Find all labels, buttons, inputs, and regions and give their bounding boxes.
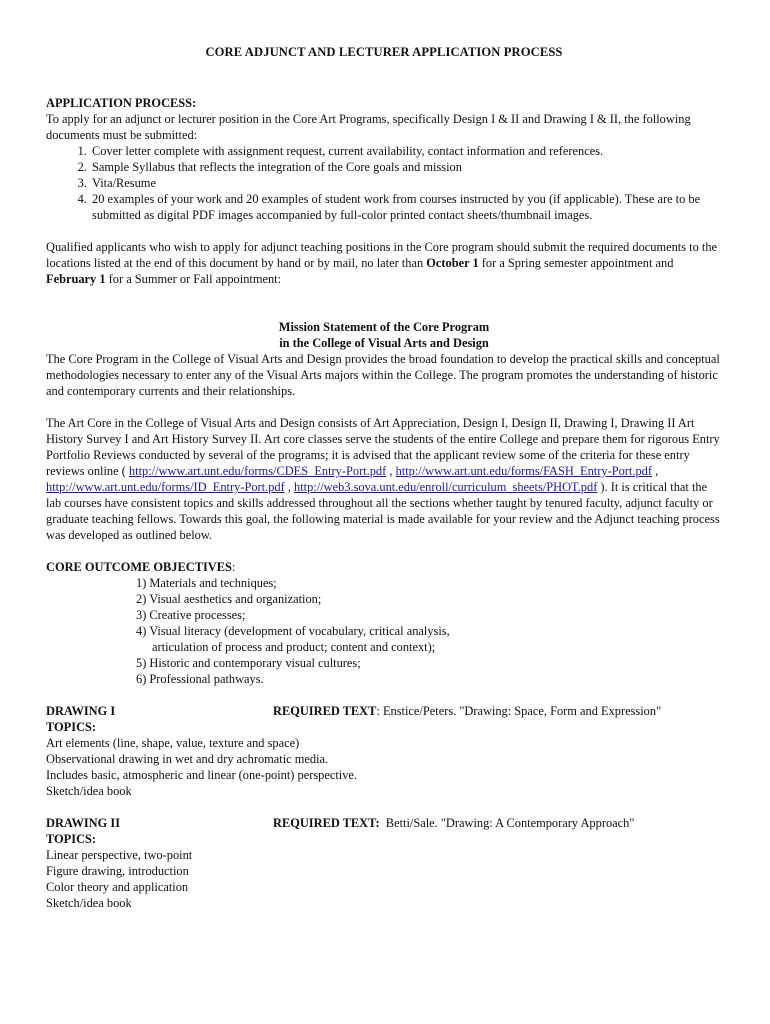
fash-link[interactable]: http://www.art.unt.edu/forms/FASH_Entry-Port.pdf — [395, 464, 652, 478]
application-intro: To apply for an adjunct or lecturer position in the Core Art Programs, specifically Design I & II and Drawing I & II, the following documents must be submitted: — [46, 112, 691, 142]
mission-paragraph-1: The Core Program in the College of Visual Arts and Design provides the broad foundation to develop the practical skills and conceptual methodologies necessary to enter any of the Visual Arts majors within the College. The program promotes the understanding of historic and contemporary currents and their relationships. — [46, 352, 720, 398]
list-item: Observational drawing in wet and dry achromatic media. — [46, 752, 329, 766]
phot-link[interactable]: http://web3.sova.unt.edu/enroll/curriculum_sheets/PHOT.pdf — [294, 480, 598, 494]
id-link[interactable]: http://www.art.unt.edu/forms/ID_Entry-Port.pdf — [46, 480, 285, 494]
cdes-link[interactable]: http://www.art.unt.edu/forms/CDES_Entry-Port.pdf — [128, 464, 387, 478]
deadline-paragraph: Qualified applicants who wish to apply for adjunct teaching positions in the Core program should submit the required documents to the locations listed at the end of this document by hand or by mail, no later than October 1 for a Spring semester appointment and February 1 for a Summer or Fall appointment: — [46, 240, 718, 286]
topics-list — [46, 735, 722, 799]
list-item: 5) Historic and contemporary visual cultures; — [136, 656, 361, 670]
list-item: 1. Cover letter complete with assignment request, current availability, contact information and references. — [90, 143, 722, 159]
topics-label: TOPICS: — [46, 832, 97, 846]
list-item: Includes basic, atmospheric and linear (one-point) perspective. — [46, 768, 358, 782]
list-item: Sketch/idea book — [46, 896, 132, 910]
list-item: 6) Professional pathways. — [136, 672, 264, 686]
topics-label: TOPICS: — [46, 720, 97, 734]
list-item: Figure drawing, introduction — [46, 864, 189, 878]
drawing-2-section — [46, 815, 722, 911]
list-item: articulation of process and product; content and context); — [152, 640, 436, 654]
list-item: 4. 20 examples of your work and 20 examples of student work from courses instructed by you (if applicable). These are to be submitted as digital PDF images accompanied by full-color printed contact sheets/thumbnail images. — [90, 191, 722, 223]
course-name: DRAWING I — [46, 704, 116, 718]
outcomes-list — [46, 575, 722, 687]
list-item: Art elements (line, shape, value, texture and space) — [46, 736, 300, 750]
required-documents-list — [46, 143, 722, 223]
mission-paragraph-2: The Art Core in the College of Visual Arts and Design consists of Art Appreciation, Design I, Design II, Drawing I, Drawing II Art History Survey I and Art History Survey II. Art core classes serve the students of the entire College and prepare them for rigorous Entry Portfolio Reviews conducted by several of the programs; it is advised that the applicant review some of the criteria for these entry reviews online ( http://www.art.unt.edu/forms/CDES_Entry-Port.pdf , http://www.art.unt.edu/forms/FASH_Entry-Port.pdf , http://www.art.unt.edu/forms/ID_Entry-Port.pdf , http://web3.sova.unt.edu/enroll/curriculum_sheets/PHOT.pdf ). It is critical that the lab courses have consistent topics and skills addressed throughout all the sections whether taught by tenured faculty, adjunct faculty or graduate teaching fellows. Towards this goal, the following material is made available for your review and the Adjunct teaching process was developed as outlined below. — [46, 416, 720, 542]
list-item: 3) Creative processes; — [136, 608, 246, 622]
document-page — [46, 44, 722, 911]
deadline-february: February 1 — [46, 272, 106, 286]
topics-list — [46, 847, 722, 911]
list-item: 3. Vita/Resume — [90, 175, 722, 191]
outcomes-heading: CORE OUTCOME OBJECTIVES: — [46, 560, 236, 574]
list-item: Color theory and application — [46, 880, 189, 894]
list-item: 2. Sample Syllabus that reflects the integration of the Core goals and mission — [90, 159, 722, 175]
course-name: DRAWING II — [46, 816, 121, 830]
mission-title-line1: Mission Statement of the Core Program — [278, 320, 490, 334]
list-item: Sketch/idea book — [46, 784, 132, 798]
mission-title-line2: in the College of Visual Arts and Design — [279, 336, 489, 350]
required-text: REQUIRED TEXT: Betti/Sale. "Drawing: A Contemporary Approach" — [273, 816, 635, 830]
deadline-october: October 1 — [426, 256, 479, 270]
list-item: 4) Visual literacy (development of vocabulary, critical analysis, — [136, 624, 450, 638]
drawing-1-section — [46, 703, 722, 799]
required-text: REQUIRED TEXT: Enstice/Peters. "Drawing: Space, Form and Expression" — [273, 704, 662, 718]
list-item: 1) Materials and techniques; — [136, 576, 277, 590]
list-item: Linear perspective, two-point — [46, 848, 193, 862]
application-heading: APPLICATION PROCESS: — [46, 96, 197, 110]
list-item: 2) Visual aesthetics and organization; — [136, 592, 322, 606]
document-title: CORE ADJUNCT AND LECTURER APPLICATION PROCESS — [205, 45, 563, 59]
